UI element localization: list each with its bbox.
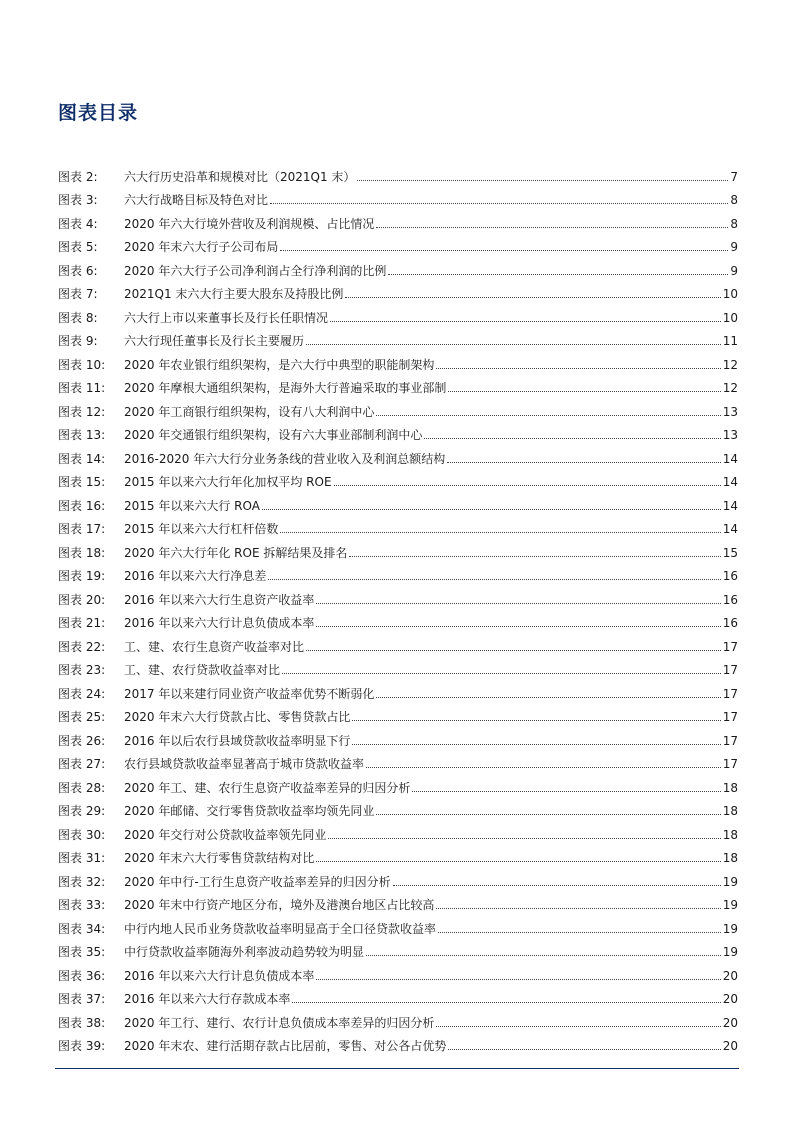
bottom-divider [55,1068,739,1069]
toc-entry-leader [316,603,720,604]
toc-entry-label: 图表 31: [58,851,106,865]
toc-entry-title: 2020 年工商银行组织架构，设有八大利润中心 [124,404,375,419]
toc-entry-label: 图表 21: [58,616,106,630]
toc-entry-leader [447,462,720,463]
toc-entry[interactable] [58,795,738,819]
toc-entry-page: 17 [722,663,738,677]
toc-entry-title: 2015 年以来六大行杠杆倍数 [124,522,279,536]
toc-entry-leader [345,297,720,298]
toc-entry-leader [393,885,721,886]
toc-entry-label: 图表 24: [58,686,106,701]
toc-entry-title: 2020 年工、建、农行生息资产收益率差异的归因分析 [124,780,411,795]
toc-entry-leader [280,532,720,533]
toc-entry-label: 图表 16: [58,498,106,513]
toc-entry-title: 2015 年以来六大行 ROA [124,498,260,513]
toc-entry-label: 图表 29: [58,804,106,818]
toc-entry-page: 17 [722,710,738,724]
toc-entry[interactable] [58,231,738,255]
toc-entry-page: 13 [722,428,738,442]
toc-entry-page: 8 [730,193,738,207]
toc-entry-label: 图表 8: [58,310,98,325]
toc-entry-leader [357,180,728,181]
toc-entry-leader [280,250,728,251]
toc-entry-title: 六大行战略目标及特色对比 [124,193,269,207]
toc-entry-title: 2016-2020 年六大行分业务条线的营业收入及利润总额结构 [124,451,446,466]
toc-entry-label: 图表 30: [58,827,106,842]
toc-entry-label: 图表 11: [58,381,106,395]
toc-entry[interactable] [58,865,738,889]
toc-entry-leader [376,227,728,228]
toc-entry-title: 2016 年以来六大行净息差 [124,569,267,583]
toc-entry-leader [424,438,720,439]
toc-entry-page: 18 [722,780,738,795]
toc-entry-title: 2020 年六大行境外营收及利润规模、占比情况 [124,216,375,231]
toc-entry-page: 16 [722,592,738,607]
toc-entry-label: 图表 4: [58,216,98,231]
toc-entry[interactable] [58,254,738,278]
toc-entry-title: 2020 年中行-工行生息资产收益率差异的归因分析 [124,874,391,889]
toc-entry-label: 图表 10: [58,357,106,372]
toc-entry-title: 2016 年以来六大行存款成本率 [124,992,291,1006]
toc-entry-page: 14 [722,451,738,466]
toc-entry-leader [349,556,720,557]
toc-entry-leader [436,908,720,909]
toc-entry-label: 图表 9: [58,334,98,348]
toc-entry-label: 图表 17: [58,522,106,536]
toc-entry[interactable] [58,583,738,607]
toc-entry-label: 图表 20: [58,592,106,607]
toc-entry-leader [438,932,721,933]
toc-entry-leader [366,955,721,956]
toc-entry-title: 2021Q1 末六大行主要大股东及持股比例 [124,287,344,301]
toc-entry-page: 12 [722,357,738,372]
toc-entry[interactable] [58,395,738,419]
toc-entry-title: 2020 年邮储、交行零售贷款收益率均领先同业 [124,804,375,818]
toc-entry[interactable] [58,983,738,1007]
toc-entry-label: 图表 3: [58,193,98,207]
toc-entry-page: 16 [722,569,738,583]
toc-entry-title: 2016 年以来六大行计息负债成本率 [124,968,315,983]
toc-entry-label: 图表 18: [58,545,106,560]
toc-entry-label: 图表 7: [58,287,98,301]
toc-entry[interactable] [58,207,738,231]
toc-entry-leader [268,579,720,580]
toc-entry-leader [366,767,721,768]
toc-entry-page: 10 [722,287,738,301]
toc-entry[interactable] [58,301,738,325]
toc-entry-title: 2020 年工行、建行、农行计息负债成本率差异的归因分析 [124,1015,435,1030]
toc-entry[interactable] [58,278,738,302]
toc-entry[interactable] [58,842,738,866]
toc-entry-page: 19 [722,898,738,912]
toc-entry-page: 14 [722,498,738,513]
toc-entry[interactable] [58,889,738,913]
toc-entry-page: 9 [730,240,738,254]
toc-entry-label: 图表 36: [58,968,106,983]
toc-entry[interactable] [58,372,738,396]
toc-entry-title: 2020 年摩根大通组织架构，是海外大行普遍采取的事业部制 [124,381,447,395]
toc-entry-title: 2020 年农业银行组织架构，是六大行中典型的职能制架构 [124,357,435,372]
toc-entry[interactable] [58,607,738,631]
toc-entry-label: 图表 23: [58,663,106,677]
toc-entry-leader [316,861,720,862]
toc-entry-leader [306,344,721,345]
toc-entry-label: 图表 6: [58,263,98,278]
page-title: 图表目录 [58,102,139,124]
toc-entry[interactable] [58,1006,738,1030]
toc-entry-title: 六大行现任董事长及行长主要履历 [124,334,305,348]
toc-entry-leader [330,321,721,322]
toc-entry-title: 2020 年末中行资产地区分布，境外及港澳台地区占比较高 [124,898,435,912]
toc-entry-label: 图表 12: [58,404,106,419]
toc-entry[interactable] [58,513,738,537]
toc-entry-page: 17 [722,733,738,748]
toc-entry-leader [448,1049,720,1050]
toc-entry-label: 图表 14: [58,451,106,466]
toc-entry-leader [376,814,720,815]
toc-entry[interactable] [58,184,738,208]
toc-entry-leader [262,509,721,510]
toc-entry-leader [316,626,720,627]
toc-entry-label: 图表 13: [58,428,106,442]
toc-entry-leader [436,368,720,369]
toc-entry-leader [376,415,720,416]
toc-entry[interactable] [58,724,738,748]
toc-entry-page: 10 [722,310,738,325]
toc-entry-title: 2020 年末六大行贷款占比、零售贷款占比 [124,710,351,724]
toc-entry-leader [334,485,721,486]
toc-entry-title: 2016 年以来六大行生息资产收益率 [124,592,315,607]
toc-entry-title: 2020 年交通银行组织架构，设有六大事业部制利润中心 [124,428,423,442]
toc-entry-title: 2016 年以后农行县域贷款收益率明显下行 [124,733,351,748]
toc-entry-page: 7 [730,169,738,184]
toc-entry-label: 图表 33: [58,898,106,912]
toc-entry-label: 图表 25: [58,710,106,724]
toc-entry-page: 17 [722,639,738,654]
toc-entry[interactable] [58,912,738,936]
toc-entry-label: 图表 19: [58,569,106,583]
toc-entry-title: 2020 年六大行子公司净利润占全行净利润的比例 [124,263,387,278]
toc-entry-leader [352,720,720,721]
toc-entry-label: 图表 2: [58,169,98,184]
toc-entry-leader [282,673,721,674]
toc-entry[interactable] [58,348,738,372]
toc-entry-leader [388,274,728,275]
toc-entry-label: 图表 27: [58,757,106,771]
toc-entry[interactable] [58,748,738,772]
toc-entry-title: 2015 年以来六大行年化加权平均 ROE [124,475,332,489]
toc-entry-label: 图表 15: [58,475,106,489]
toc-list [58,160,738,1053]
toc-entry-title: 2020 年末六大行零售贷款结构对比 [124,851,315,865]
toc-entry-leader [292,1002,720,1003]
toc-entry-title: 2016 年以来六大行计息负债成本率 [124,616,315,630]
toc-entry[interactable] [58,959,738,983]
toc-entry[interactable] [58,442,738,466]
toc-entry-label: 图表 28: [58,780,106,795]
toc-entry[interactable] [58,466,738,490]
toc-entry[interactable] [58,160,738,184]
toc-entry-page: 18 [722,804,738,818]
toc-entry-leader [316,979,720,980]
toc-entry-page: 16 [722,616,738,630]
toc-entry-title: 农行县域贷款收益率显著高于城市贷款收益率 [124,757,365,771]
toc-entry-title: 中行内地人民币业务贷款收益率明显高于全口径贷款收益率 [124,921,437,936]
toc-entry-leader [270,203,728,204]
toc-entry-title: 2017 年以来建行同业资产收益率优势不断弱化 [124,686,375,701]
toc-entry-label: 图表 37: [58,992,106,1006]
toc-entry[interactable] [58,1030,738,1054]
toc-entry-label: 图表 34: [58,921,106,936]
toc-entry[interactable] [58,419,738,443]
toc-entry-label: 图表 39: [58,1039,106,1053]
toc-entry-page: 20 [722,968,738,983]
toc-entry-page: 13 [722,404,738,419]
toc-entry-page: 18 [722,851,738,865]
toc-entry-page: 14 [722,522,738,536]
toc-entry-page: 11 [722,334,738,348]
toc-entry-title: 六大行历史沿革和规模对比（2021Q1 末） [124,169,356,184]
toc-entry-page: 15 [722,545,738,560]
toc-entry-page: 20 [722,992,738,1006]
toc-entry-page: 12 [722,381,738,395]
toc-entry-title: 2020 年末六大行子公司布局 [124,240,279,254]
toc-entry-page: 17 [722,757,738,771]
toc-entry-page: 20 [722,1039,738,1053]
toc-entry[interactable] [58,325,738,349]
toc-entry-leader [412,791,720,792]
toc-entry-leader [328,838,720,839]
toc-entry-page: 18 [722,827,738,842]
toc-entry[interactable] [58,560,738,584]
toc-entry[interactable] [58,536,738,560]
toc-entry-label: 图表 35: [58,945,106,959]
toc-entry-title: 六大行上市以来董事长及行长任职情况 [124,310,329,325]
toc-entry[interactable] [58,489,738,513]
toc-entry-leader [448,391,720,392]
toc-entry[interactable] [58,630,738,654]
toc-entry-page: 17 [722,686,738,701]
toc-entry-leader [436,1026,720,1027]
toc-entry-label: 图表 32: [58,874,106,889]
toc-entry-title: 2020 年交行对公贷款收益率领先同业 [124,827,327,842]
toc-entry-page: 14 [722,475,738,489]
toc-entry[interactable] [58,701,738,725]
toc-entry-leader [352,744,720,745]
toc-entry-page: 20 [722,1015,738,1030]
toc-entry-page: 19 [722,874,738,889]
toc-entry-page: 19 [722,945,738,959]
toc-entry-label: 图表 38: [58,1015,106,1030]
toc-entry-title: 2020 年末农、建行活期存款占比居前，零售、对公各占优势 [124,1039,447,1053]
toc-entry-label: 图表 5: [58,240,98,254]
toc-entry-page: 19 [722,921,738,936]
toc-entry-title: 2020 年六大行年化 ROE 拆解结果及排名 [124,545,348,560]
toc-entry-title: 工、建、农行贷款收益率对比 [124,663,281,677]
toc-entry[interactable] [58,936,738,960]
toc-entry[interactable] [58,654,738,678]
toc-entry-page: 8 [730,216,738,231]
toc-entry-page: 9 [730,263,738,278]
toc-entry-title: 工、建、农行生息资产收益率对比 [124,639,305,654]
toc-entry-leader [376,697,720,698]
toc-entry[interactable] [58,677,738,701]
toc-entry-label: 图表 26: [58,733,106,748]
toc-entry-title: 中行贷款收益率随海外利率波动趋势较为明显 [124,945,365,959]
toc-entry-leader [306,650,721,651]
toc-entry[interactable] [58,818,738,842]
toc-entry-label: 图表 22: [58,639,106,654]
toc-entry[interactable] [58,771,738,795]
